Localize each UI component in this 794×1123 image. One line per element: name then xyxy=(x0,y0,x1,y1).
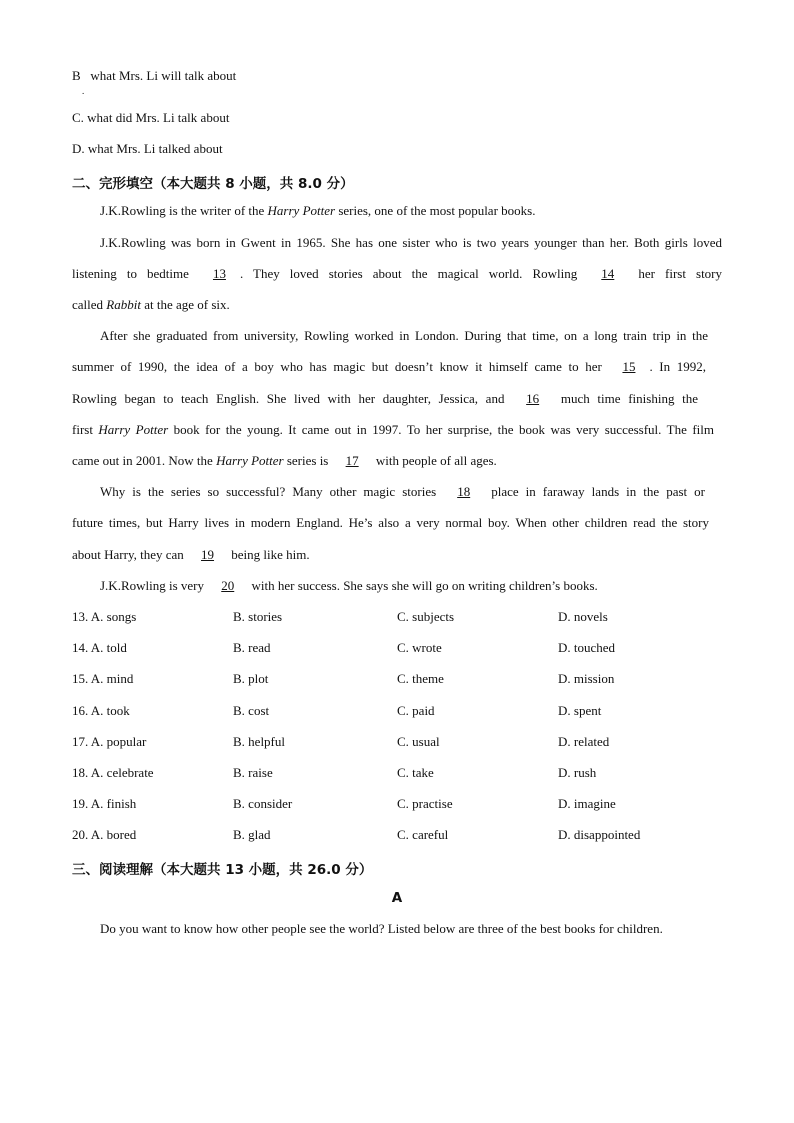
option-17-C[interactable]: C. usual xyxy=(397,734,440,749)
passage-a-intro: Do you want to know how other people see the world? Listed below are three of the best books for children. xyxy=(100,921,663,936)
option-17-B[interactable]: B. helpful xyxy=(233,734,285,749)
option-15-C[interactable]: C. theme xyxy=(397,671,444,686)
option-19-D[interactable]: D. imagine xyxy=(558,796,616,811)
cloze-p4-line2: future times, but Harry lives in modern England. He’s also a very normal boy. When other children read the story xyxy=(72,515,709,530)
blank-15[interactable]: 15 xyxy=(622,359,636,374)
passage-a-title: A xyxy=(391,890,403,906)
cloze-p3-line5: came out in 2001. Now the Harry Potter series is 17 with people of all ages. xyxy=(72,453,497,468)
option-row-16 xyxy=(72,703,732,721)
blank-13[interactable]: 13 xyxy=(212,266,226,281)
cloze-p2-line3: called Rabbit at the age of six. xyxy=(72,297,230,312)
cloze-p2-line2: listening to bedtime 13 . They loved stories about the magical world. Rowling 14 her first story xyxy=(72,266,723,281)
option-d-prev: D. what Mrs. Li talked about xyxy=(72,141,223,156)
cloze-p2-line1: J.K.Rowling was born in Gwent in 1965. She has one sister who is two years younger than her. Both girls loved xyxy=(100,235,722,250)
option-b-prev: B what Mrs. Li will talk about xyxy=(72,68,237,83)
blank-19[interactable]: 19 xyxy=(201,547,215,562)
option-18-B[interactable]: B. raise xyxy=(233,765,273,780)
option-16-B[interactable]: B. cost xyxy=(233,703,270,718)
option-14-D[interactable]: D. touched xyxy=(558,640,616,655)
option-row-20 xyxy=(72,827,732,845)
cloze-p4-line1: Why is the series so successful? Many other magic stories 18 place in faraway lands in the past or xyxy=(100,484,705,499)
cloze-p3-line3: Rowling began to teach English. She lived with her daughter, Jessica, and 16 much time finishing the xyxy=(72,391,699,406)
cloze-p1: J.K.Rowling is the writer of the Harry Potter series, one of the most popular books. xyxy=(100,203,536,218)
option-15-B[interactable]: B. plot xyxy=(233,671,269,686)
option-20-A[interactable]: 20. A. bored xyxy=(72,827,137,842)
blank-14[interactable]: 14 xyxy=(601,266,615,281)
option-19-A[interactable]: 19. A. finish xyxy=(72,796,137,811)
option-14-B[interactable]: B. read xyxy=(233,640,271,655)
option-13-B[interactable]: B. stories xyxy=(233,609,283,624)
option-13-C[interactable]: C. subjects xyxy=(397,609,455,624)
option-row-19 xyxy=(72,796,732,814)
option-20-B[interactable]: B. glad xyxy=(233,827,271,842)
cloze-p3-line2: summer of 1990, the idea of a boy who has magic but doesn’t know it himself came to her 15 . In 1992, xyxy=(72,359,706,374)
blank-18[interactable]: 18 xyxy=(457,484,471,499)
option-18-A[interactable]: 18. A. celebrate xyxy=(72,765,154,780)
section2-heading: 二、完形填空（本大题共 8 小题，共 8.0 分） xyxy=(72,176,354,192)
option-14-A[interactable]: 14. A. told xyxy=(72,640,127,655)
cloze-p5: J.K.Rowling is very 20 with her success. She says she will go on writing children’s books. xyxy=(100,578,598,593)
option-15-A[interactable]: 15. A. mind xyxy=(72,671,134,686)
cloze-p3-line1: After she graduated from university, Rowling worked in London. During that time, on a long train trip in the xyxy=(100,328,708,343)
option-16-C[interactable]: C. paid xyxy=(397,703,435,718)
cloze-p3-line4: first Harry Potter book for the young. It came out in 1997. To her surprise, the book was very successful. The film xyxy=(72,422,714,437)
option-16-A[interactable]: 16. A. took xyxy=(72,703,130,718)
option-18-C[interactable]: C. take xyxy=(397,765,434,780)
option-18-D[interactable]: D. rush xyxy=(558,765,597,780)
option-row-13 xyxy=(72,609,732,627)
blank-20[interactable]: 20 xyxy=(221,578,235,593)
option-20-C[interactable]: C. careful xyxy=(397,827,449,842)
option-20-D[interactable]: D. disappointed xyxy=(558,827,641,842)
option-row-17 xyxy=(72,734,732,752)
option-13-D[interactable]: D. novels xyxy=(558,609,608,624)
cloze-p4-line3: about Harry, they can 19 being like him. xyxy=(72,547,310,562)
section3-heading: 三、阅读理解（本大题共 13 小题，共 26.0 分） xyxy=(72,862,373,878)
option-row-18 xyxy=(72,765,732,783)
option-row-14 xyxy=(72,640,732,658)
option-c-prev: C. what did Mrs. Li talk about xyxy=(72,110,230,125)
option-13-A[interactable]: 13. A. songs xyxy=(72,609,137,624)
option-19-C[interactable]: C. practise xyxy=(397,796,453,811)
option-16-D[interactable]: D. spent xyxy=(558,703,602,718)
stray-dot: . xyxy=(82,86,85,96)
option-15-D[interactable]: D. mission xyxy=(558,671,615,686)
blank-16[interactable]: 16 xyxy=(526,391,540,406)
option-row-15 xyxy=(72,671,732,689)
blank-17[interactable]: 17 xyxy=(345,453,359,468)
option-14-C[interactable]: C. wrote xyxy=(397,640,442,655)
option-17-A[interactable]: 17. A. popular xyxy=(72,734,147,749)
option-19-B[interactable]: B. consider xyxy=(233,796,293,811)
option-17-D[interactable]: D. related xyxy=(558,734,610,749)
